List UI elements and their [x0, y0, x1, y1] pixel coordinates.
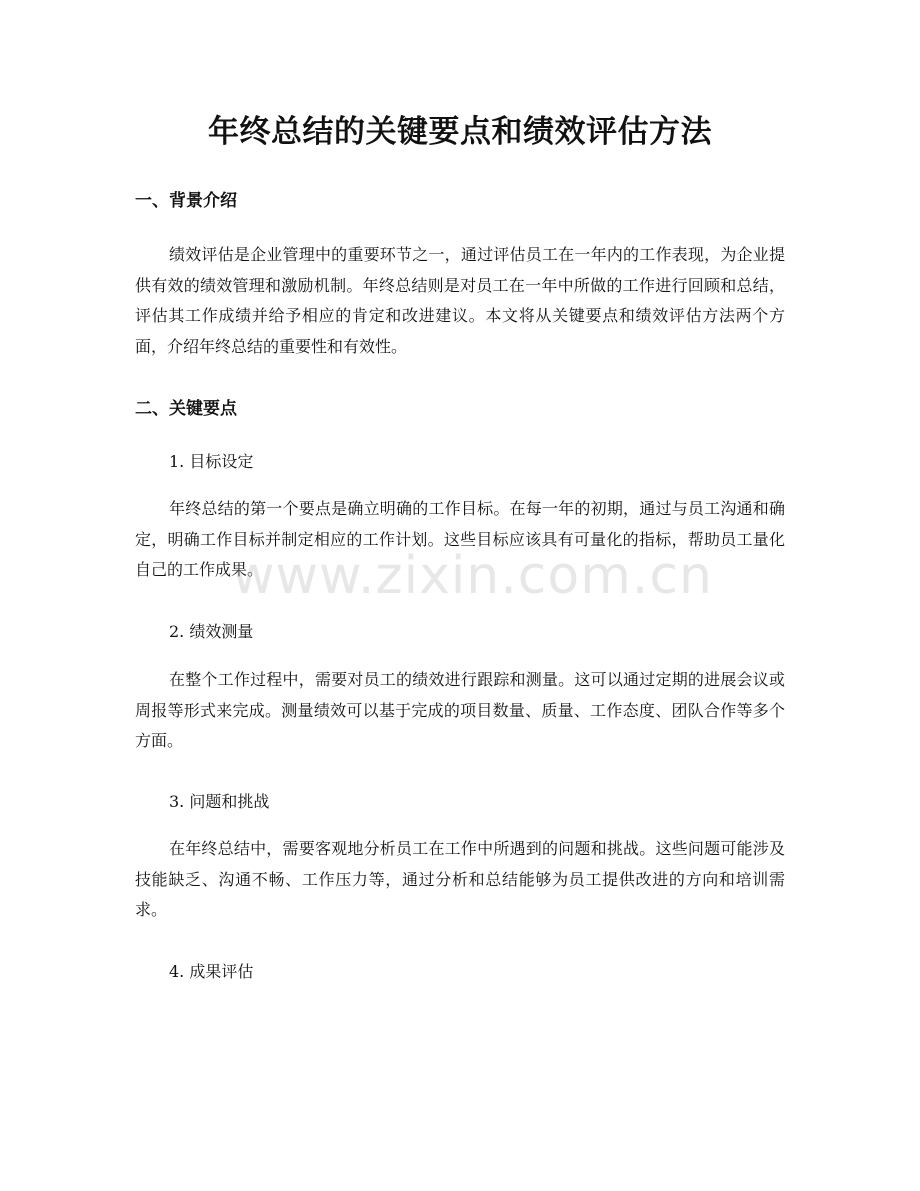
- watermark: www.zixin.com.cn: [232, 546, 713, 606]
- paragraph-goal-setting: 年终总结的第一个要点是确立明确的工作目标。在每一年的初期，通过与员工沟通和确定，明确工作目标并制定相应的工作计划。这些目标应该具有可量化的指标，帮助员工量化自己的工作成果。: [135, 499, 785, 579]
- section-heading-key-points: 二、关键要点: [135, 399, 237, 419]
- paragraph-background: 绩效评估是企业管理中的重要环节之一，通过评估员工在一年内的工作表现，为企业提供有效的绩效管理和激励机制。年终总结则是对员工在一年中所做的工作进行回顾和总结，评估其工作成绩并给予相应的肯定和改进建议。本文将从关键要点和绩效评估方法两个方面，介绍年终总结的重要性和有效性。: [135, 245, 785, 356]
- document-title: 年终总结的关键要点和绩效评估方法: [208, 114, 712, 150]
- subheading-problems-challenges: 3. 问题和挑战: [169, 792, 270, 811]
- paragraph-performance-measurement: 在整个工作过程中，需要对员工的绩效进行跟踪和测量。这可以通过定期的进展会议或周报等形式来完成。测量绩效可以基于完成的项目数量、质量、工作态度、团队合作等多个方面。: [135, 670, 785, 750]
- paragraph-problems-challenges: 在年终总结中，需要客观地分析员工在工作中所遇到的问题和挑战。这些问题可能涉及技能缺乏、沟通不畅、工作压力等，通过分析和总结能够为员工提供改进的方向和培训需求。: [135, 839, 785, 919]
- section-heading-background: 一、背景介绍: [135, 191, 237, 211]
- subheading-results-evaluation: 4. 成果评估: [169, 962, 254, 981]
- subheading-goal-setting: 1. 目标设定: [169, 452, 254, 471]
- subheading-performance-measurement: 2. 绩效测量: [169, 622, 254, 641]
